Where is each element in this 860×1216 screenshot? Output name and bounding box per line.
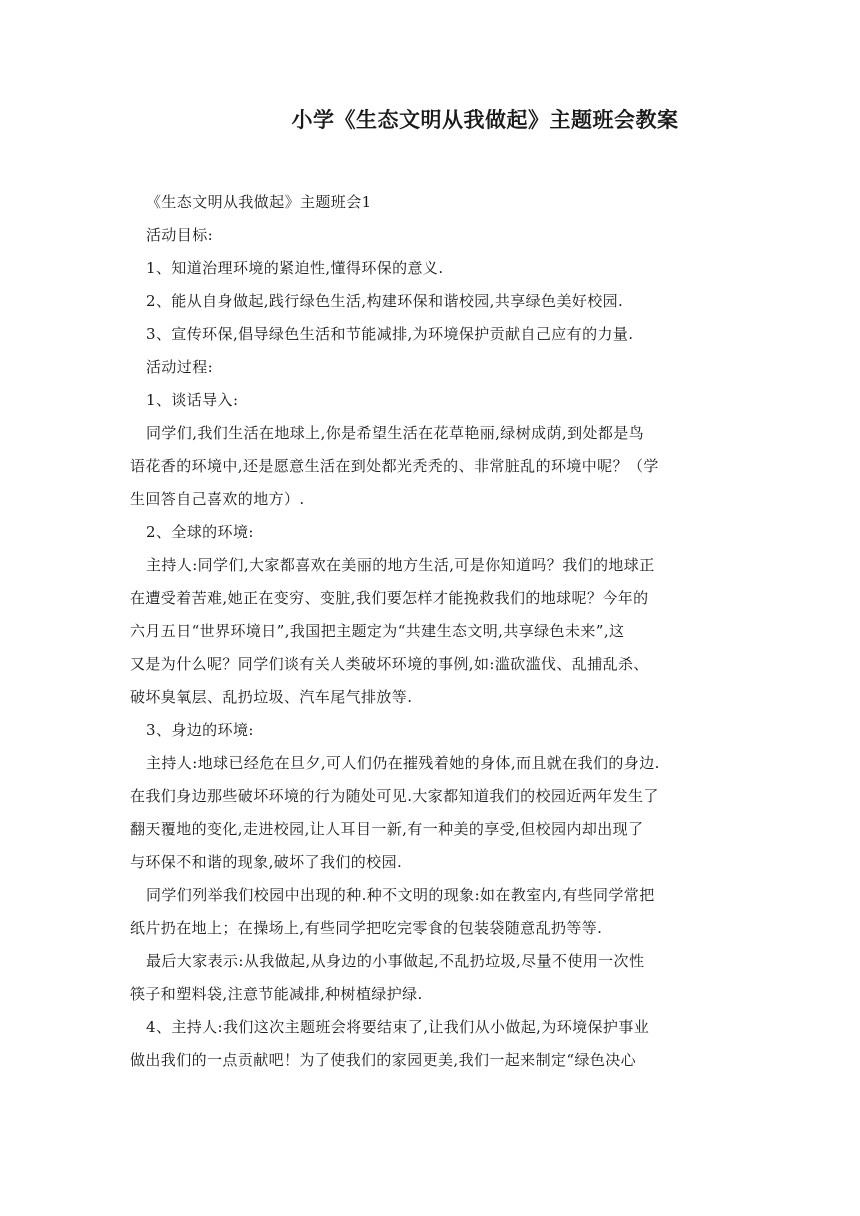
paragraph-line: 六月五日“世界环境日”,我国把主题定为“共建生态文明,共享绿色未来”,这	[130, 622, 625, 640]
paragraph-line: 在我们身边那些破坏环境的行为随处可见.大家都知道我们的校园近两年发生了	[130, 787, 659, 805]
paragraph-line: 3、宣传环保,倡导绿色生活和节能减排,为环境保护贡献自己应有的力量.	[146, 325, 634, 343]
paragraph-line: 主持人:同学们,大家都喜欢在美丽的地方生活,可是你知道吗？我们的地球正	[146, 556, 655, 574]
paragraph-line: 同学们列举我们校园中出现的种.种不文明的现象:如在教室内,有些同学常把	[146, 886, 655, 904]
paragraph-line: 语花香的环境中,还是愿意生活在到处都光秃秃的、非常脏乱的环境中呢？（学	[130, 457, 659, 475]
paragraph-line: 翻天覆地的变化,走进校园,让人耳目一新,有一种美的享受,但校园内却出现了	[130, 820, 644, 838]
document-body	[130, 186, 730, 1077]
paragraph-line: 筷子和塑料袋,注意节能减排,种树植绿护绿.	[130, 985, 423, 1003]
paragraph-line: 1、知道治理环境的紧迫性,懂得环保的意义.	[146, 259, 444, 277]
paragraph-line: 1、谈话导入:	[146, 391, 239, 409]
paragraph-line: 在遭受着苦难,她正在变穷、变脏,我们要怎样才能挽救我们的地球呢？今年的	[130, 589, 649, 607]
paragraph-line: 同学们,我们生活在地球上,你是希望生活在花草艳丽,绿树成荫,到处都是鸟	[146, 424, 645, 442]
paragraph-line: 又是为什么呢？同学们谈有关人类破坏环境的事例,如:滥砍滥伐、乱捕乱杀、	[130, 655, 649, 673]
document-title: 小学《生态文明从我做起》主题班会教案	[291, 107, 679, 132]
paragraph-line: 最后大家表示:从我做起,从身边的小事做起,不乱扔垃圾,尽量不使用一次性	[146, 952, 645, 970]
paragraph-line: 主持人:地球已经危在旦夕,可人们仍在摧残着她的身体,而且就在我们的身边.	[146, 754, 660, 772]
paragraph-line: 活动目标:	[146, 226, 214, 244]
paragraph-line: 做出我们的一点贡献吧！为了使我们的家园更美,我们一起来制定“绿色决心	[130, 1051, 637, 1069]
paragraph-line: 活动过程:	[146, 358, 214, 376]
paragraph-line: 2、能从自身做起,践行绿色生活,构建环保和谐校园,共享绿色美好校园.	[146, 292, 624, 310]
paragraph-line: 纸片扔在地上；在操场上,有些同学把吃完零食的包装袋随意乱扔等等.	[130, 919, 603, 937]
paragraph-line: 《生态文明从我做起》主题班会1	[146, 193, 372, 211]
paragraph-line: 2、全球的环境:	[146, 523, 254, 541]
paragraph-line: 生回答自己喜欢的地方）.	[130, 490, 305, 508]
paragraph-line: 与环保不和谐的现象,破坏了我们的校园.	[130, 853, 403, 871]
paragraph-line: 4、主持人:我们这次主题班会将要结束了,让我们从小做起,为环境保护事业	[146, 1018, 650, 1036]
paragraph-line: 3、身边的环境:	[146, 721, 254, 739]
paragraph-line: 破坏臭氧层、乱扔垃圾、汽车尾气排放等.	[130, 688, 413, 706]
